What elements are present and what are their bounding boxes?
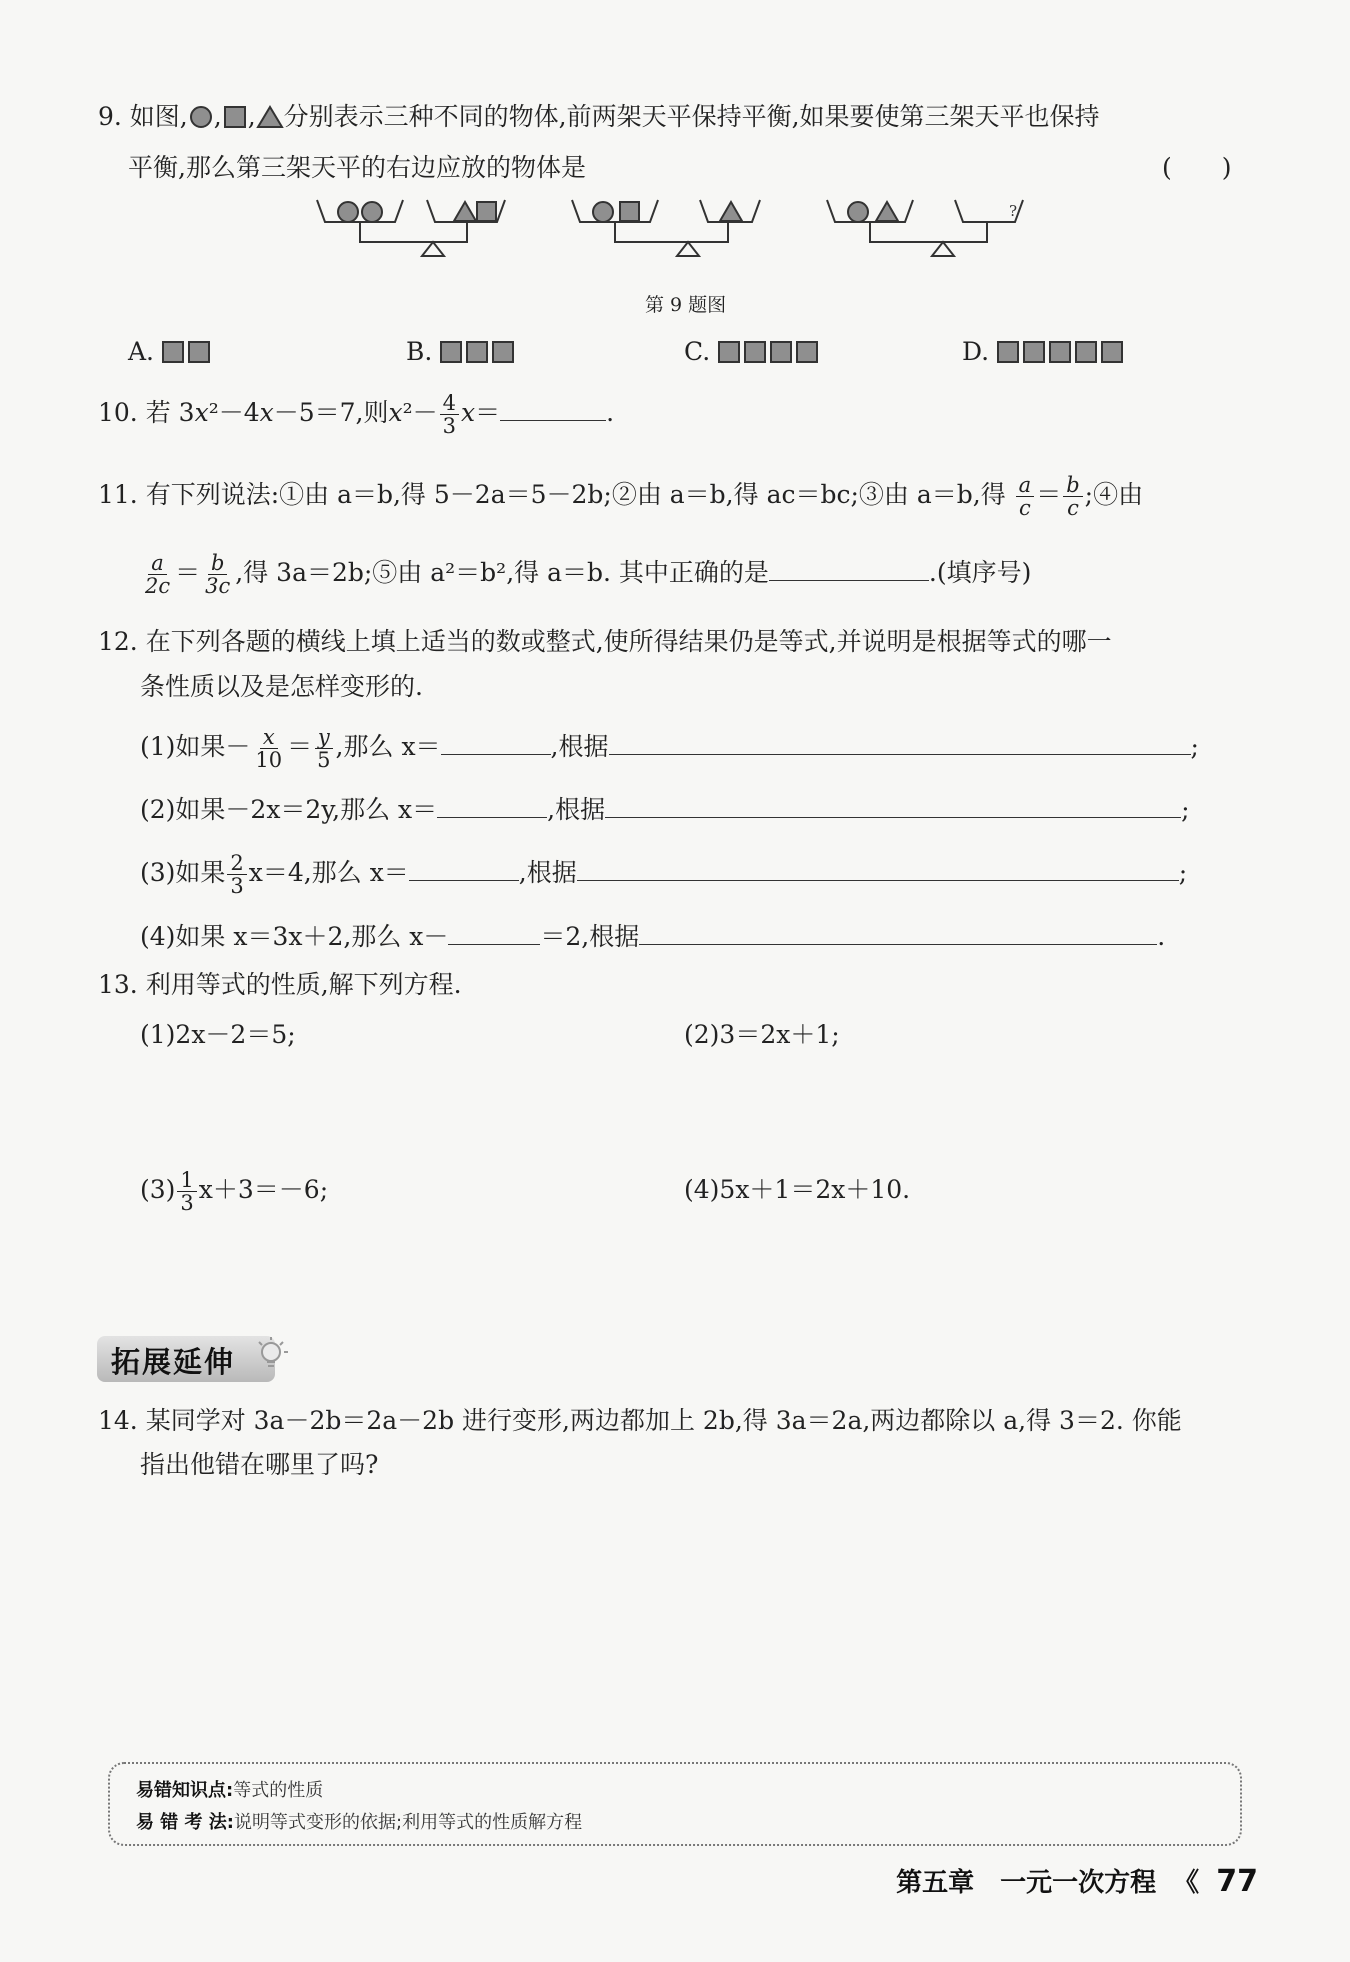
tip-label: 易错知识点: bbox=[136, 1780, 234, 1801]
fraction bbox=[202, 552, 233, 597]
tip-label: 易 错 考 法: bbox=[136, 1812, 234, 1833]
option-a[interactable] bbox=[128, 335, 214, 369]
fraction-numerator: 1 bbox=[177, 1169, 196, 1192]
fraction bbox=[227, 852, 246, 897]
fraction-numerator: a bbox=[148, 552, 167, 575]
q12-line1: 12. 在下列各题的横线上填上适当的数或整式,使所得结果仍是等式,并说明是根据等式的哪一 bbox=[98, 627, 1112, 656]
q12-text: ,根据 bbox=[547, 795, 606, 824]
q12-text: ＝ bbox=[287, 732, 313, 761]
option-c-label: C. bbox=[684, 337, 711, 366]
square-icon bbox=[1101, 341, 1123, 363]
q12-text: . bbox=[1157, 922, 1166, 951]
q10 bbox=[98, 388, 614, 438]
page-footer bbox=[896, 1862, 1258, 1899]
q12-text: ; bbox=[1190, 732, 1199, 761]
fraction bbox=[1063, 474, 1082, 519]
fraction bbox=[314, 726, 333, 771]
square-icon bbox=[997, 341, 1019, 363]
answer-blank[interactable] bbox=[409, 856, 519, 881]
q13-title: 13. 利用等式的性质,解下列方程. bbox=[98, 970, 462, 999]
q12-text: ; bbox=[1181, 795, 1190, 824]
tip-knowledge bbox=[136, 1776, 323, 1802]
q10-text: ＝ bbox=[475, 398, 501, 427]
q13-part4: (4)5x＋1＝2x＋10. bbox=[684, 1175, 911, 1204]
q13-part3 bbox=[140, 1165, 328, 1215]
fraction-denominator: 3 bbox=[442, 414, 457, 438]
q12-text: ; bbox=[1178, 858, 1188, 887]
unknown-mark: ? bbox=[1009, 202, 1018, 220]
q14-line2: 指出他错在哪里了吗? bbox=[140, 1450, 379, 1479]
q12-text: (4)如果 x＝3x＋2,那么 x－ bbox=[140, 922, 449, 951]
fraction-numerator: y bbox=[315, 726, 333, 749]
q12-text: ,那么 x＝ bbox=[335, 732, 441, 761]
fraction-denominator: 3c bbox=[205, 574, 231, 598]
fraction-numerator: 4 bbox=[440, 392, 459, 415]
q10-var: x bbox=[259, 398, 274, 427]
q12-text: ,根据 bbox=[518, 858, 577, 887]
q10-text: －5＝7,则 bbox=[273, 398, 389, 427]
q12-text: x＝4,那么 x＝ bbox=[248, 858, 409, 887]
fraction bbox=[142, 552, 173, 597]
tip-text: 等式的性质 bbox=[233, 1780, 324, 1801]
fraction-denominator: c bbox=[1019, 496, 1031, 520]
q11-line1: 11. 有下列说法:①由 a＝b,得 5－2a＝5－2b;②由 a＝b,得 ac＝bc;③由 a＝b,得 $\frac{a}{c}$ ＝ $\frac{b}{c}$ ;④由 bbox=[98, 473, 1144, 520]
fraction-numerator: b bbox=[208, 552, 227, 575]
option-c[interactable] bbox=[684, 335, 822, 369]
fraction-denominator: 10 bbox=[255, 748, 283, 772]
q12-text: ＝2,根据 bbox=[540, 922, 640, 951]
answer-blank[interactable] bbox=[437, 793, 547, 818]
square-icon bbox=[744, 341, 766, 363]
tip-method bbox=[136, 1808, 582, 1834]
answer-blank[interactable] bbox=[441, 730, 551, 755]
q12-text: (2)如果－2x＝2y,那么 x＝ bbox=[140, 795, 438, 824]
circle-icon bbox=[188, 104, 214, 130]
q10-var: x bbox=[194, 398, 209, 427]
square-icon bbox=[492, 341, 514, 363]
balance-3 bbox=[827, 200, 1023, 256]
q9-line2: 平衡,那么第三架天平的右边应放的物体是 bbox=[128, 153, 586, 182]
fraction-denominator: 2c bbox=[145, 574, 171, 598]
option-d[interactable] bbox=[962, 335, 1127, 369]
figure-caption: 第 9 题图 bbox=[645, 294, 727, 316]
fraction-numerator: x bbox=[260, 726, 278, 749]
q11-text: .(填序号) bbox=[928, 558, 1032, 587]
section-header bbox=[97, 1330, 297, 1390]
q9-text: 分别表示三种不同的物体,前两架天平保持平衡,如果要使第三架天平也保持 bbox=[283, 102, 1100, 131]
fraction-denominator: 5 bbox=[317, 748, 331, 772]
q11-text: 11. 有下列说法:①由 a＝b,得 5－2a＝5－2b;②由 a＝b,得 ac＝bc;③由 a＝b,得 bbox=[98, 480, 1006, 509]
q13-part2: (2)3＝2x＋1; bbox=[684, 1020, 840, 1049]
square-icon bbox=[440, 341, 462, 363]
q12-part1 bbox=[140, 722, 1199, 772]
triangle-icon bbox=[256, 104, 284, 130]
q13-text: (3) bbox=[140, 1175, 176, 1204]
square-icon bbox=[1075, 341, 1097, 363]
fraction bbox=[440, 392, 459, 437]
balance-1 bbox=[317, 200, 505, 256]
option-b-label: B. bbox=[406, 337, 433, 366]
option-a-label: A. bbox=[128, 337, 155, 366]
reason-blank[interactable] bbox=[609, 730, 1191, 755]
fraction-denominator: 3 bbox=[230, 874, 244, 898]
q13-part1: (1)2x－2＝5; bbox=[140, 1020, 296, 1049]
answer-paren: ( ) bbox=[1162, 153, 1232, 182]
tip-text: 说明等式变形的依据;利用等式的性质解方程 bbox=[234, 1812, 583, 1833]
fraction-numerator: a bbox=[1016, 474, 1035, 497]
lightbulb-icon bbox=[249, 1334, 293, 1378]
q12-part2 bbox=[140, 785, 1190, 835]
option-d-label: D. bbox=[962, 337, 990, 366]
q12-text: ,根据 bbox=[550, 732, 609, 761]
double-chevron-icon: 《 bbox=[1173, 1868, 1200, 1898]
q9-prefix: 9. 如图, bbox=[98, 102, 188, 131]
square-icon bbox=[796, 341, 818, 363]
square-icon bbox=[188, 341, 210, 363]
square-icon bbox=[222, 104, 248, 130]
balance-2 bbox=[572, 200, 760, 256]
square-icon bbox=[1023, 341, 1045, 363]
q9-line1: 9. 如图, , , 分别表示三种不同的物体,前两架天平保持平衡,如果要使第三架天平也保持 bbox=[98, 102, 1100, 131]
q12-text: (3)如果 bbox=[140, 858, 226, 887]
answer-blank[interactable] bbox=[500, 396, 606, 421]
reason-blank[interactable] bbox=[605, 793, 1181, 818]
q10-var: x bbox=[388, 398, 403, 427]
q10-end: . bbox=[606, 398, 615, 427]
square-icon bbox=[162, 341, 184, 363]
q12-part4 bbox=[140, 912, 1165, 962]
reason-blank[interactable] bbox=[639, 920, 1157, 945]
answer-blank[interactable] bbox=[769, 556, 929, 581]
q10-text: 若 3 bbox=[145, 398, 195, 427]
q11-text: ;④由 bbox=[1084, 480, 1144, 509]
fraction bbox=[1016, 474, 1035, 519]
answer-blank[interactable] bbox=[448, 920, 540, 945]
page-number: 77 bbox=[1216, 1864, 1258, 1899]
fraction bbox=[252, 726, 285, 771]
q12-line2: 条性质以及是怎样变形的. bbox=[140, 672, 423, 701]
chapter-title: 第五章 一元一次方程 bbox=[896, 1868, 1157, 1898]
q12-part3 bbox=[140, 848, 1187, 898]
fraction-numerator: 2 bbox=[227, 852, 246, 875]
q10-var: x bbox=[461, 398, 476, 427]
fraction-denominator: c bbox=[1067, 496, 1079, 520]
q10-number: 10. bbox=[98, 398, 138, 427]
q12-text: (1)如果－ bbox=[140, 732, 251, 761]
fraction bbox=[177, 1169, 196, 1214]
fraction-denominator: 3 bbox=[180, 1191, 194, 1215]
reason-blank[interactable] bbox=[577, 856, 1179, 881]
balance-figure bbox=[315, 192, 1065, 272]
fraction-numerator: b bbox=[1063, 474, 1082, 497]
square-icon bbox=[718, 341, 740, 363]
q13-text: x＋3＝－6; bbox=[198, 1175, 329, 1204]
q10-text: ²－4 bbox=[208, 398, 260, 427]
option-b[interactable] bbox=[406, 335, 518, 369]
q14-line1: 14. 某同学对 3a－2b＝2a－2b 进行变形,两边都加上 2b,得 3a＝2a,两边都除以 a,得 3＝2. 你能 bbox=[98, 1406, 1182, 1435]
square-icon bbox=[466, 341, 488, 363]
square-icon bbox=[770, 341, 792, 363]
q11-text: ,得 3a＝2b;⑤由 a²＝b²,得 a＝b. 其中正确的是 bbox=[235, 558, 769, 587]
square-icon bbox=[1049, 341, 1071, 363]
q11-line2: $\frac{a}{2c}$ ＝ $\frac{b}{3c}$ ,得 3a＝2b;⑤由 a²＝b²,得 a＝b. 其中正确的是 .(填序号) bbox=[140, 548, 1031, 598]
q10-text: ²－ bbox=[402, 398, 438, 427]
section-title: 拓展延伸 bbox=[111, 1345, 236, 1379]
